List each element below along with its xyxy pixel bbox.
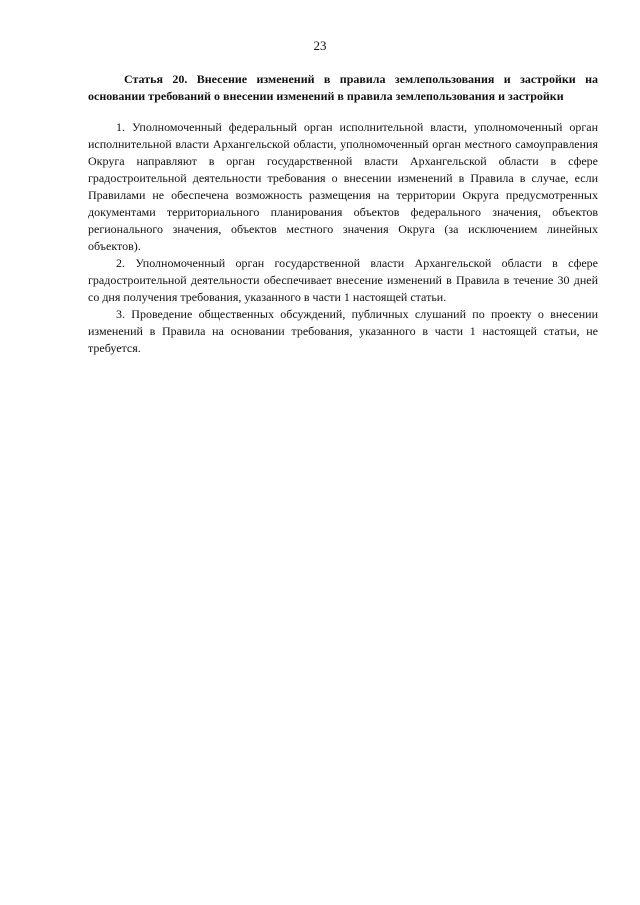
article-paragraph-2: 2. Уполномоченный орган государственной власти Архангельской области в сфере градостроительной деятельности обеспечивает внесение изменений в Правила в течение 30 дней со дня получения требования, указанного в части 1 настоящей статьи. xyxy=(88,256,598,304)
article-body xyxy=(88,71,598,357)
article-paragraph-1: 1. Уполномоченный федеральный орган исполнительной власти, уполномоченный орган исполнительной власти Архангельской области, уполномоченный орган местного самоуправления Округа направляют в орган государственной власти Архангельской области в сфере градостроительной деятельности требования о внесении изменений в Правила в случае, если Правилами не обеспечена возможность размещения на территории Округа предусмотренных документами территориального планирования объектов федерального значения, объектов регионального значения, объектов местного значения Округа (за исключением линейных объектов). xyxy=(88,120,598,253)
article-heading: Статья 20. Внесение изменений в правила землепользования и застройки на основании требований о внесении изменений в правила землепользования и застройки xyxy=(88,72,598,103)
article-paragraph-3: 3. Проведение общественных обсуждений, публичных слушаний по проекту о внесении изменений в Правила на основании требования, указанного в части 1 настоящей статьи, не требуется. xyxy=(88,307,598,355)
page-number: 23 xyxy=(313,38,327,53)
